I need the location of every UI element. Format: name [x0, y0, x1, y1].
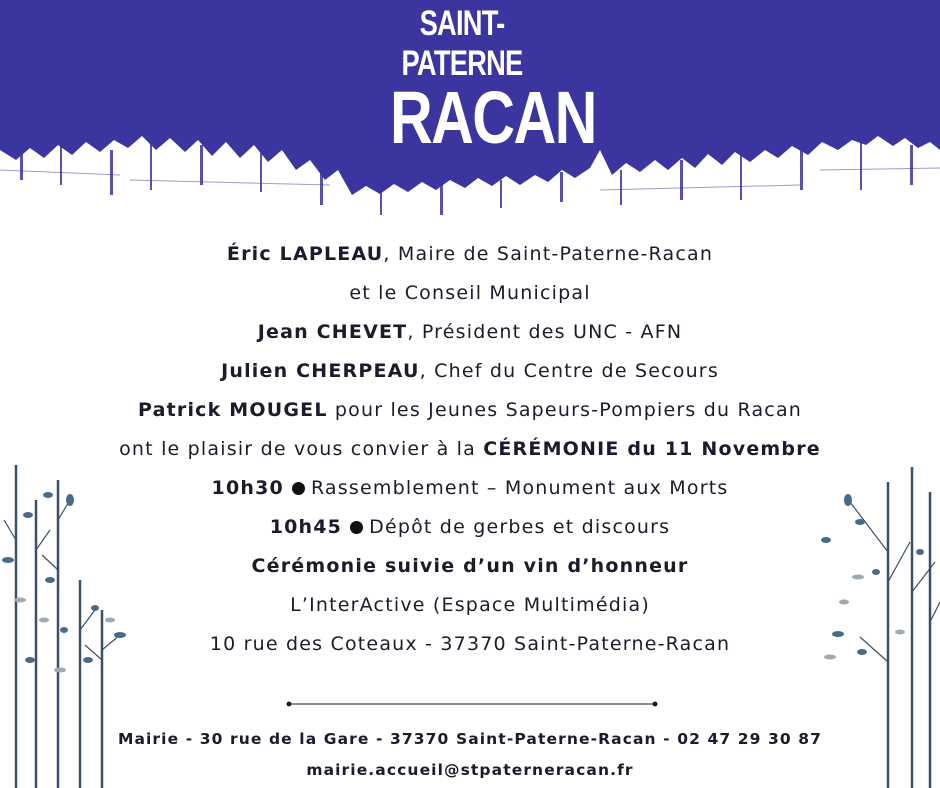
bullet-dot-icon [292, 482, 305, 495]
logo-line2: RACAN [390, 76, 596, 159]
reception-venue: L’InterActive (Espace Multimédia) [290, 594, 650, 616]
schedule-time: 10h30 [211, 477, 284, 499]
schedule-item [60, 509, 880, 548]
reception-address: 10 rue des Coteaux - 37370 Saint-Paterne-Racan [209, 633, 731, 655]
schedule-time: 10h45 [269, 516, 343, 538]
footer-contact: Mairie - 30 rue de la Gare - 37370 Saint-Paterne-Racan - 02 47 29 30 87 [117, 730, 823, 748]
invite-line-council: et le Conseil Municipal [349, 282, 591, 304]
header-banner [0, 0, 940, 235]
footer-email-link[interactable]: mairie.accueil@stpaterneracan.fr [306, 761, 634, 779]
mayor-name: Éric LAPLEAU [226, 243, 384, 265]
jsp-title: pour les Jeunes Sapeurs-Pompiers du Racan [327, 399, 803, 421]
invite-line-mayor [60, 236, 880, 275]
invite-line-unc [60, 314, 880, 353]
schedule-item [60, 470, 880, 509]
divider-line [286, 700, 658, 708]
unc-title: , Président des UNC - AFN [407, 321, 683, 343]
schedule-text: Rassemblement – Monument aux Morts [310, 477, 729, 499]
mayor-title: , Maire de Saint-Paterne-Racan [383, 243, 714, 265]
schedule-text: Dépôt de gerbes et discours [369, 516, 671, 538]
ceremony-intro: ont le plaisir de vous convier à la [119, 438, 484, 460]
secours-title: , Chef du Centre de Secours [419, 360, 719, 382]
invite-line-jsp [60, 392, 880, 431]
invite-line-ceremony [60, 431, 880, 470]
town-logo [372, 4, 596, 159]
secours-name: Julien CHERPEAU [221, 360, 420, 382]
invitation-text [60, 236, 880, 665]
reception-title [60, 548, 880, 587]
ceremony-title: CÉRÉMONIE du 11 Novembre [483, 438, 821, 460]
bullet-dot-icon [350, 521, 363, 534]
jsp-name: Patrick MOUGEL [137, 399, 328, 421]
invite-line-secours [60, 353, 880, 392]
reception-title-text: Cérémonie suivie d’un vin d’honneur [251, 555, 689, 577]
unc-name: Jean CHEVET [257, 321, 408, 343]
logo-line1: SAINT-PATERNE [401, 4, 523, 83]
